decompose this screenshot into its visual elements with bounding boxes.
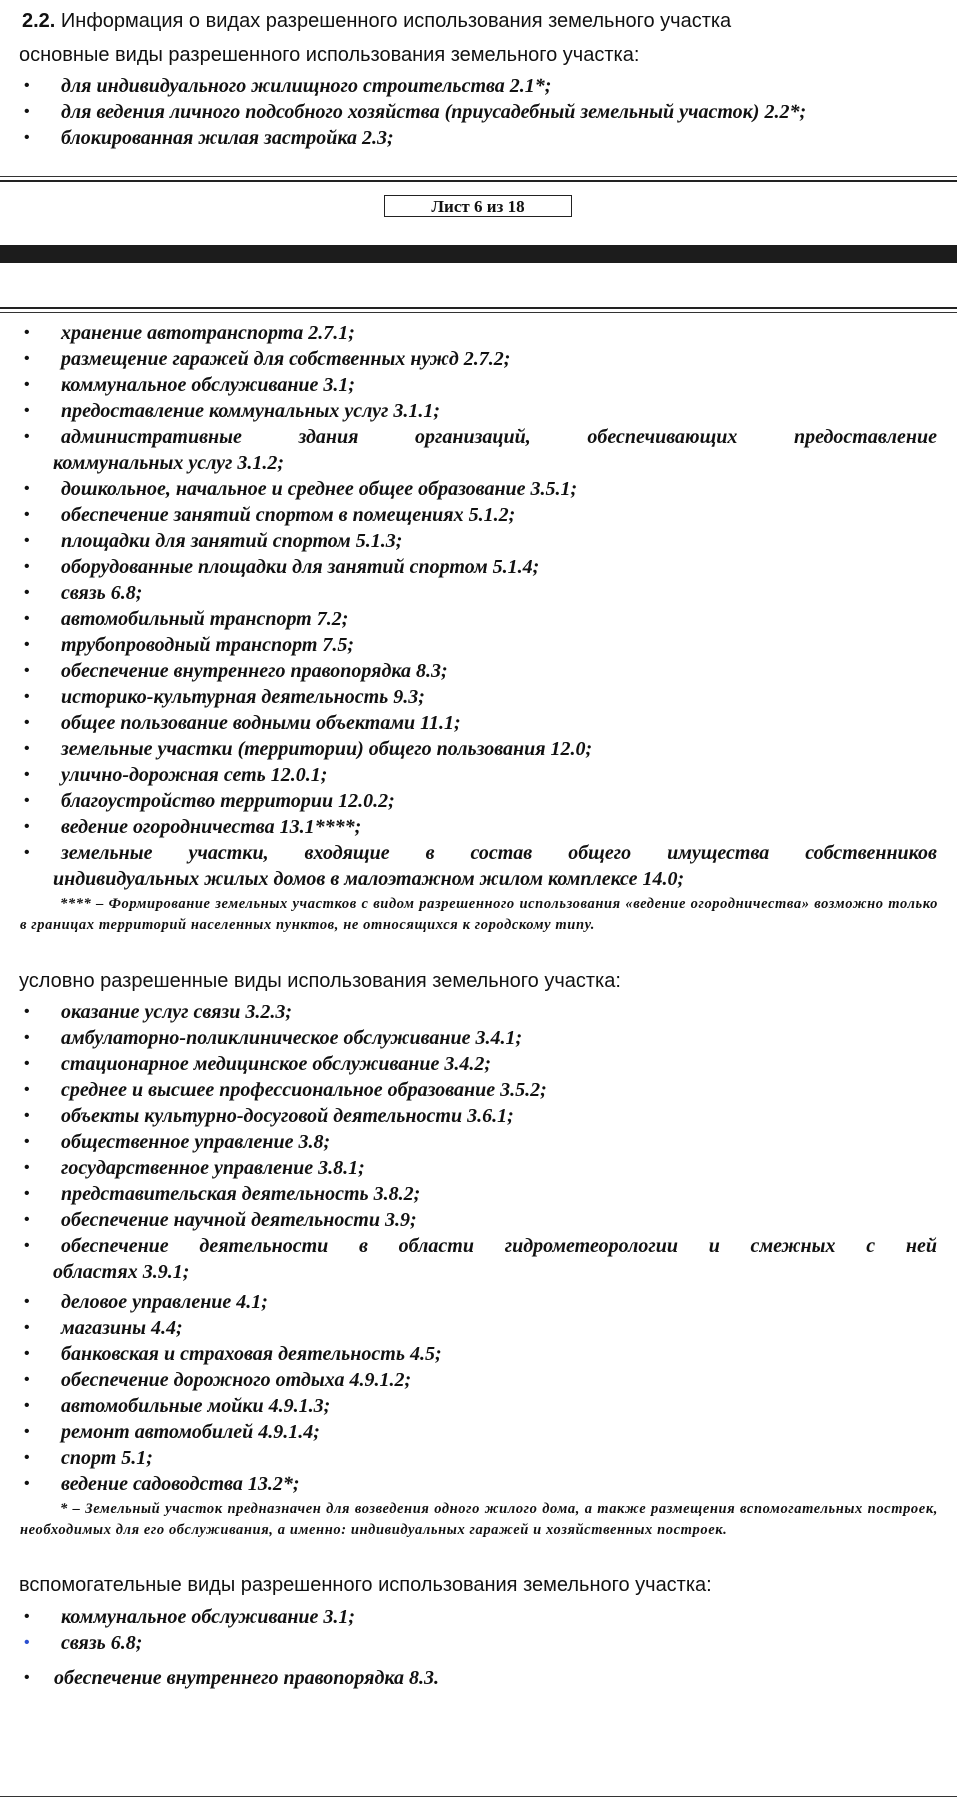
- section-title: Информация о видах разрешенного использования земельного участка: [60, 10, 732, 32]
- page-rule: [0, 180, 957, 182]
- page-separator-band: [0, 245, 957, 263]
- conditional-uses-label: условно разрешенные виды использования земельного участка:: [19, 970, 621, 992]
- section-heading: [22, 10, 731, 33]
- page-rule: [0, 307, 957, 309]
- footnote-gardening: **** – Формирование земельных участков с видом разрешенного использования «ведение огородничества» возможно только в границах территорий населенных пунктов, не относящихся к городскому типу.: [20, 896, 938, 933]
- page-bottom-rule: [0, 1796, 957, 1797]
- page-marker: Лист 6 из 18: [384, 195, 572, 217]
- section-number: 2.2.: [22, 10, 56, 32]
- main-uses-label: основные виды разрешенного использования земельного участка:: [19, 44, 640, 66]
- page-rule: [0, 176, 957, 177]
- auxiliary-uses-label: вспомогательные виды разрешенного использования земельного участка:: [19, 1574, 712, 1596]
- footnote-single-house: * – Земельный участок предназначен для возведения одного жилого дома, а также размещения вспомогательных построек, необходимых для его обслуживания, а именно: индивидуальных гаражей и хозяйственных построек.: [20, 1501, 938, 1538]
- page-rule: [0, 312, 957, 313]
